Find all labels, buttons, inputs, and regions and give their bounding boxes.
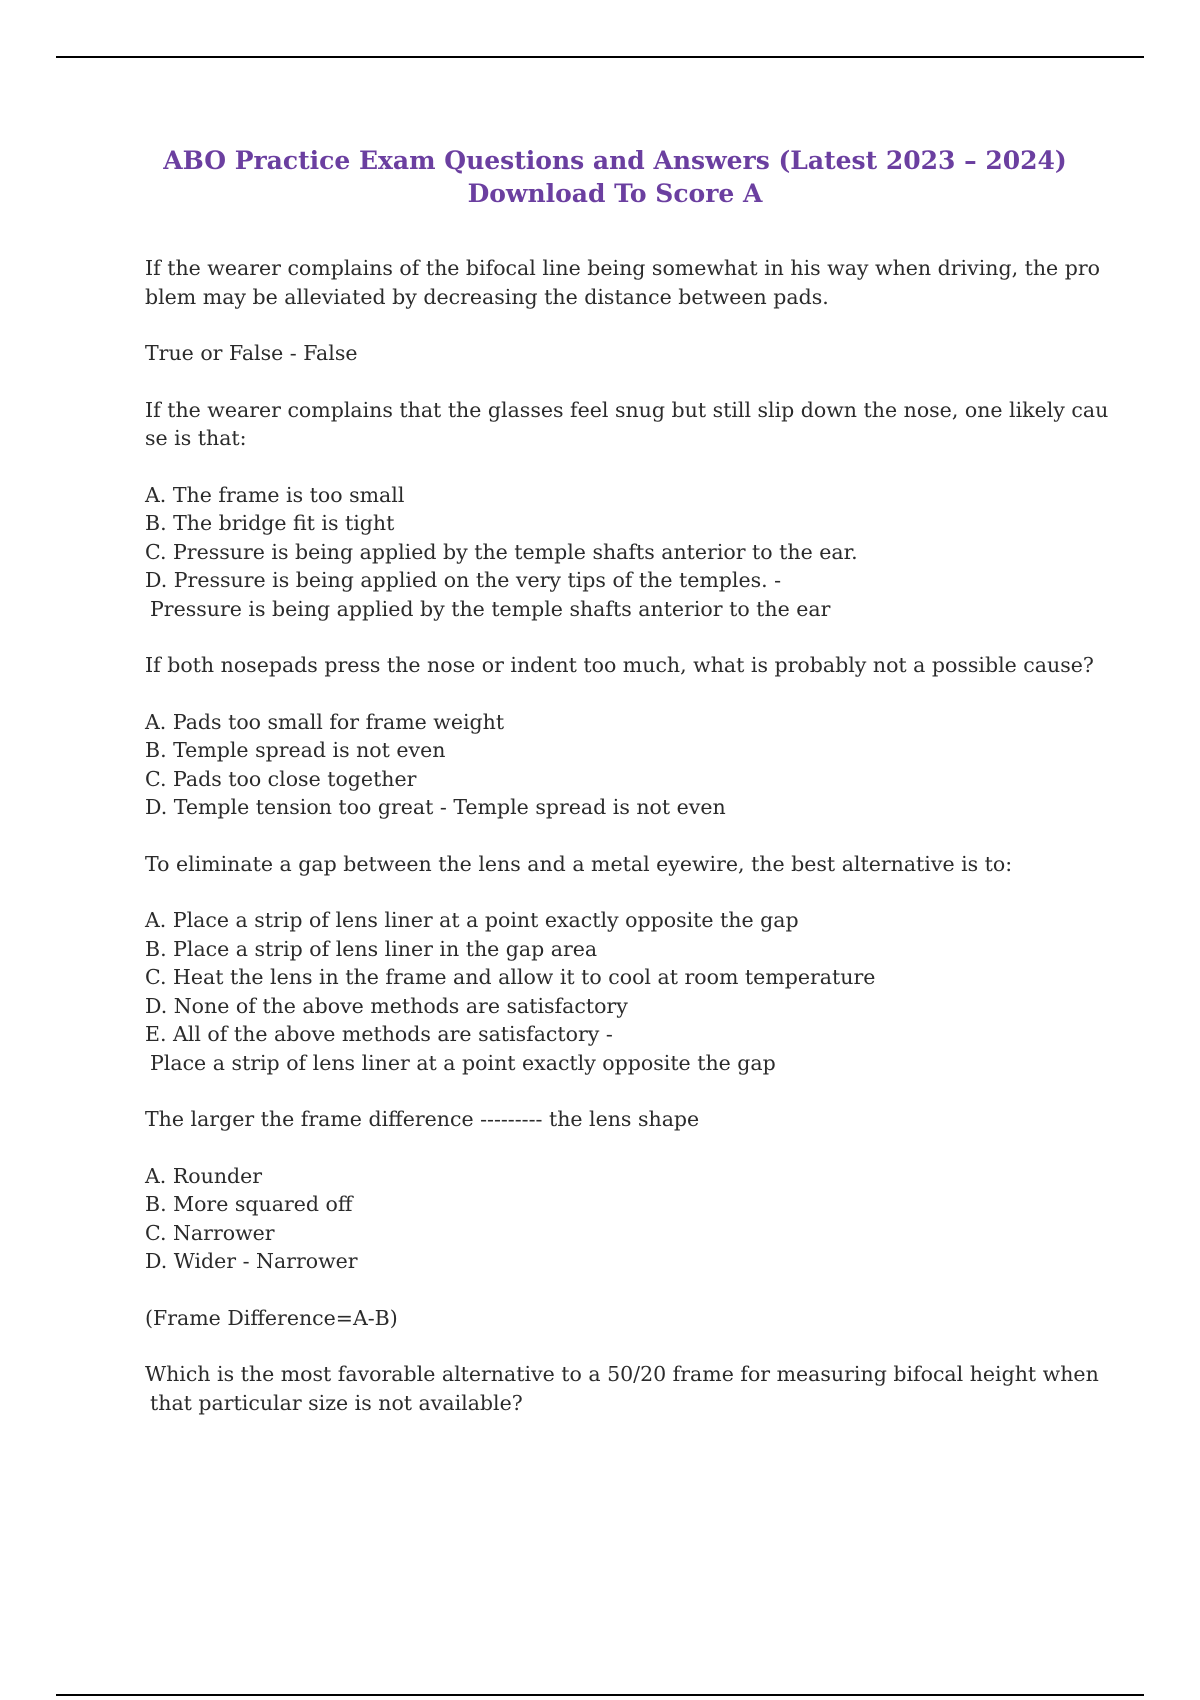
option-a: A. Place a strip of lens liner at a point exactly opposite the gap [145,908,799,932]
title-line-2: Download To Score A [467,179,763,208]
header-rule [56,56,1144,58]
question-text: If both nosepads press the nose or indent too much, what is probably not a possible cause? [145,653,1094,677]
title-line-1: ABO Practice Exam Questions and Answers (Latest 2023 – 2024) [163,146,1067,175]
answer-text: Pressure is being applied by the temple shafts anterior to the ear [150,596,831,621]
option-d: D. Temple tension too great - Temple spread is not even [145,795,726,819]
option-b: B. More squared off [145,1192,353,1216]
options-5 [145,1162,1085,1276]
options-2 [145,481,1085,624]
option-d: D. None of the above methods are satisfactory [145,993,628,1018]
question-6 [145,1360,1099,1417]
option-e: E. All of the above methods are satisfactory - [145,1022,613,1046]
question-text: Which is the most favorable alternative to a 50/20 frame for measuring bifocal height when [145,1362,1099,1386]
answer-text: True or False - False [145,341,358,365]
option-d: D. Wider - Narrower [145,1249,358,1273]
question-3 [145,651,1094,680]
option-b: B. The bridge fit is tight [145,511,395,535]
option-b: B. Temple spread is not even [145,738,446,762]
note-5 [145,1304,1085,1333]
options-3 [145,708,1085,822]
option-a: A. The frame is too small [145,482,405,507]
question-4 [145,850,1085,879]
option-c: C. Narrower [145,1220,275,1245]
option-a: A. Rounder [145,1163,263,1188]
options-4 [145,906,1085,1077]
option-b: B. Place a strip of lens liner in the gap area [145,936,598,961]
question-text: If the wearer complains that the glasses feel snug but still slip down the nose, one likely cau [145,397,1109,422]
option-c: C. Pads too close together [145,766,417,791]
option-d: D. Pressure is being applied on the very tips of the temples. - [145,568,782,592]
question-text: The larger the frame difference --------- the lens shape [145,1107,700,1131]
question-text: To eliminate a gap between the lens and a metal eyewire, the best alternative is to: [145,851,1013,876]
document-title [145,144,1085,210]
option-a: A. Pads too small for frame weight [145,709,505,734]
question-5 [145,1105,1085,1134]
answer-text: Place a strip of lens liner at a point exactly opposite the gap [150,1050,776,1075]
answer-1 [145,339,1085,368]
question-text: If the wearer complains of the bifocal line being somewhat in his way when driving, the pro [145,256,1100,280]
footer-rule [56,1694,1144,1696]
note-text: (Frame Difference=A-B) [145,1305,398,1330]
question-text: blem may be alleviated by decreasing the distance between pads. [145,284,829,309]
question-2 [145,396,1109,453]
option-c: C. Heat the lens in the frame and allow it to cool at room temperature [145,965,876,989]
question-text: that particular size is not available? [150,1390,523,1415]
question-1 [145,254,1100,311]
question-text: se is that: [145,426,247,450]
option-c: C. Pressure is being applied by the temple shafts anterior to the ear. [145,539,858,564]
document-body [145,254,1109,1417]
